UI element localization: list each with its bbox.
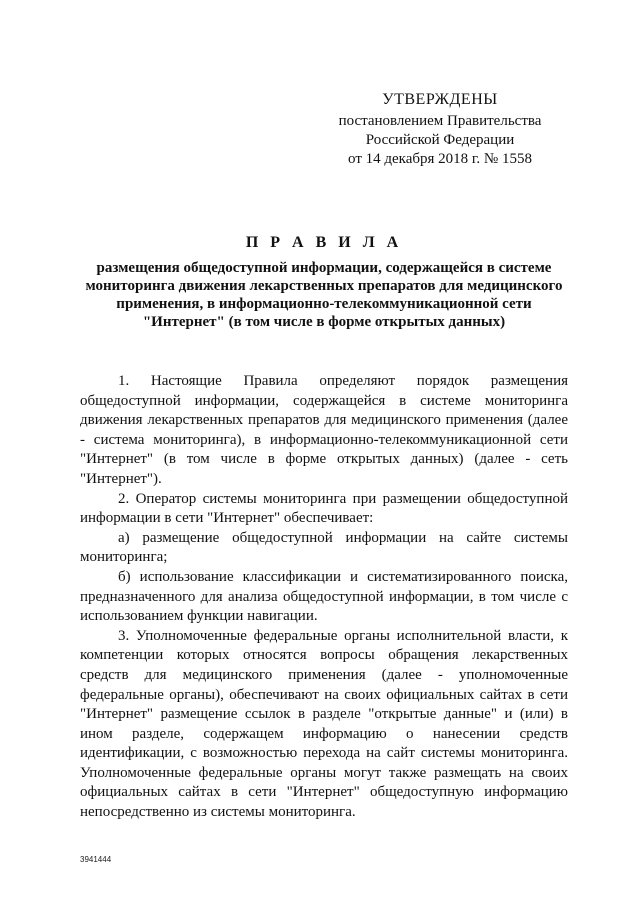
paragraph-3: 3. Уполномоченные федеральные органы исполнительной власти, к компетенции которых относятся вопросы обращения лекарственных средств для медицинского применения (далее - уполномоченные федеральные органы), обеспечивают на своих официальных сайтах в сети "Интернет" размещение ссылок в разделе "открытые данные" и (или) в ином разделе, содержащем информацию о нанесении средств идентификации, с возможностью перехода на сайт системы мониторинга. Уполномоченные федеральные органы могут также размещать на своих официальных сайтах в сети "Интернет" общедоступную информацию непосредственно из системы мониторинга. — [80, 627, 568, 821]
document-id: 3941444 — [80, 855, 112, 864]
paragraph-2: 2. Оператор системы мониторинга при размещении общедоступной информации в сети "Интернет" обеспечивает: — [80, 490, 568, 527]
paragraph-2b: б) использование классификации и систематизированного поиска, предназначенного для анализа общедоступной информации, в том числе с использованием функции навигации. — [80, 568, 568, 625]
document-body — [80, 372, 568, 823]
approval-line-1: постановлением Правительства — [338, 113, 542, 129]
paragraph-2a: а) размещение общедоступной информации на сайте системы мониторинга; — [80, 529, 568, 566]
approval-stamp — [320, 90, 560, 169]
approval-line-2: Российской Федерации — [365, 132, 515, 148]
document-title-block — [80, 234, 568, 331]
document-title: П Р А В И Л А — [245, 234, 403, 251]
approval-heading: УТВЕРЖДЕНЫ — [382, 91, 498, 108]
document-subtitle: размещения общедоступной информации, содержащейся в системе мониторинга движения лекарственных препаратов для медицинского применения, в информационно-телекоммуникационной сети "Интернет" (в том числе в форме открытых данных) — [85, 260, 563, 330]
paragraph-1: 1. Настоящие Правила определяют порядок размещения общедоступной информации, содержащейся в системе мониторинга движения лекарственных препаратов для медицинского применения (далее - система мониторинга), в информационно-телекоммуникационной сети "Интернет" (в том числе в форме открытых данных) (далее - сеть "Интернет"). — [80, 373, 568, 487]
approval-line-3: от 14 декабря 2018 г. № 1558 — [348, 151, 532, 167]
